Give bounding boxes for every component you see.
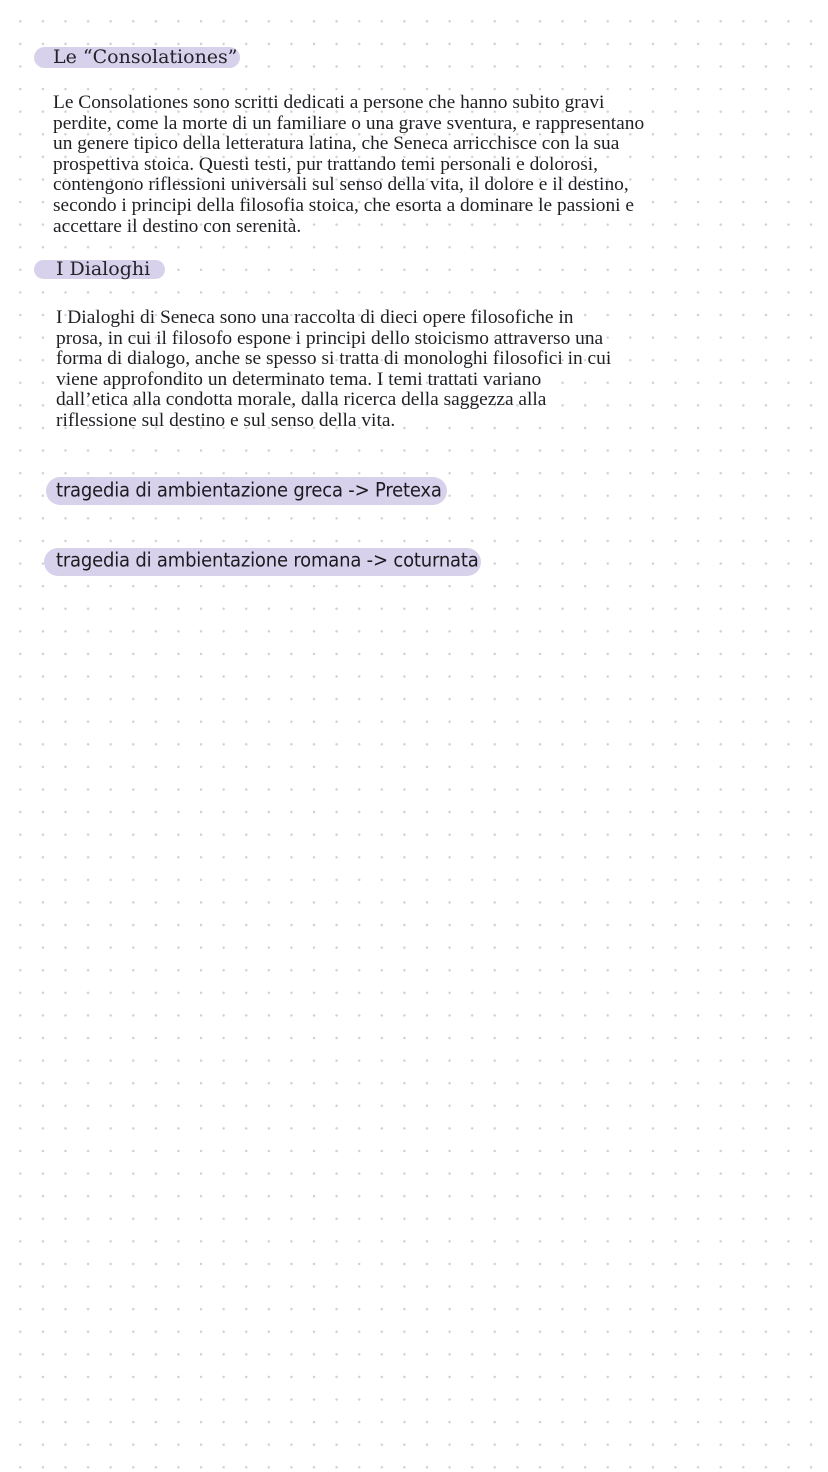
paragraph-line: contengono riflessioni universali sul senso della vita, il dolore e il destino, bbox=[53, 174, 629, 196]
paragraph-line: I Dialoghi di Seneca sono una raccolta di dieci opere filosofiche in bbox=[56, 307, 574, 328]
paragraph-consolationes bbox=[53, 93, 644, 237]
paragraph-line: prosa, in cui il filosofo espone i principi dello stoicismo attraverso una bbox=[56, 327, 604, 349]
paragraph-line: dall’etica alla condotta morale, dalla ricerca della saggezza alla bbox=[56, 389, 547, 411]
section-heading-dialoghi: I Dialoghi bbox=[56, 258, 151, 280]
paragraph-line: forma di dialogo, anche se spesso si tratta di monologhi filosofici in cui bbox=[56, 348, 612, 370]
paragraph-line: un genere tipico della letteratura latina, che Seneca arricchisce con la sua bbox=[53, 133, 620, 155]
paragraph-line: prospettiva stoica. Questi testi, pur trattando temi personali e dolorosi, bbox=[53, 153, 598, 175]
handwritten-note-greca: tragedia di ambientazione greca -> Pretexa bbox=[56, 479, 442, 502]
paragraph-line: Le Consolationes sono scritti dedicati a persone che hanno subito gravi bbox=[53, 92, 605, 113]
paragraph-line: riflessione sul destino e sul senso della vita. bbox=[56, 409, 396, 431]
paragraph-line: secondo i principi della filosofia stoica, che esorta a dominare le passioni e bbox=[53, 194, 634, 216]
paragraph-line: viene approfondito un determinato tema. I temi trattati variano bbox=[56, 368, 542, 390]
paragraph-line: accettare il destino con serenità. bbox=[53, 215, 302, 237]
paragraph-line: perdite, come la morte di un familiare o una grave sventura, e rappresentano bbox=[53, 112, 645, 134]
paragraph-dialoghi bbox=[56, 308, 611, 432]
handwritten-note-romana: tragedia di ambientazione romana -> coturnata bbox=[56, 549, 479, 572]
section-heading-consolationes: Le “Consolationes” bbox=[53, 46, 238, 68]
